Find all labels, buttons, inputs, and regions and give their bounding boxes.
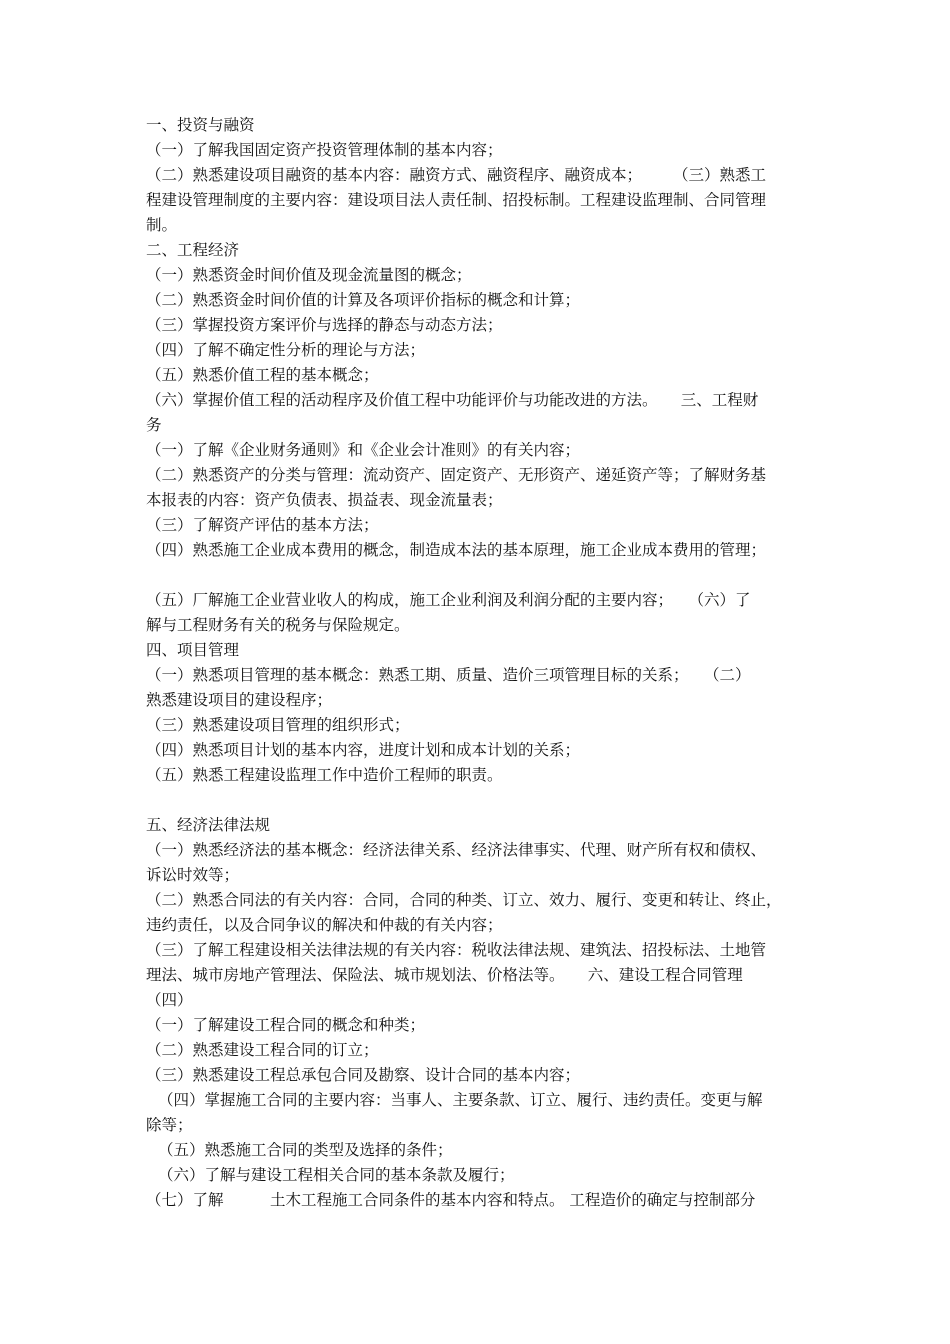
section-heading-1: 一、投资与融资: [146, 116, 255, 134]
text-line: （四）: [146, 991, 193, 1009]
text-line: （四）熟悉施工企业成本费用的概念，制造成本法的基本原理，施工企业成本费用的管理；: [146, 541, 767, 559]
text-line: （五）熟悉价值工程的基本概念；: [146, 366, 379, 384]
text-line: （一）了解《企业财务通则》和《企业会计准则》的有关内容；: [146, 441, 581, 459]
text-line: （六）掌握价值工程的活动程序及价值工程中功能评价与功能改进的方法。 三、工程财: [146, 391, 759, 409]
text-line: 违约责任，以及合同争议的解决和仲裁的有关内容；: [146, 916, 503, 934]
text-line: 制。: [146, 216, 178, 234]
text-line: （二）熟悉合同法的有关内容：合同，合同的种类、订立、效力、履行、变更和转让、终止，: [146, 891, 782, 909]
text-line: 程建设管理制度的主要内容：建设项目法人责任制、招投标制。工程建设监理制、合同管理: [146, 191, 767, 209]
text-line: （一）熟悉资金时间价值及现金流量图的概念；: [146, 266, 472, 284]
blank-line: [146, 563, 810, 588]
text-line: （三）了解工程建设相关法律法规的有关内容：税收法律法规、建筑法、招投标法、土地管: [146, 941, 767, 959]
text-line: （四）了解不确定性分析的理论与方法；: [146, 341, 426, 359]
text-line: 熟悉建设项目的建设程序；: [146, 691, 333, 709]
text-line: （二）熟悉资产的分类与管理：流动资产、固定资产、无形资产、递延资产等；了解财务基: [146, 466, 767, 484]
text-line: （二）熟悉资金时间价值的计算及各项评价指标的概念和计算；: [146, 291, 581, 309]
text-line: （三）了解资产评估的基本方法；: [146, 516, 379, 534]
text-line: （六）了解与建设工程相关合同的基本条款及履行；: [158, 1166, 515, 1184]
text-line: 除等；: [146, 1116, 193, 1134]
text-line: 本报表的内容：资产负债表、损益表、现金流量表；: [146, 491, 503, 509]
text-line: （二）熟悉建设项目融资的基本内容：融资方式、融资程序、融资成本； （三）熟悉工: [146, 166, 767, 184]
text-line: （七）了解 土木工程施工合同条件的基本内容和特点。 工程造价的确定与控制部分: [146, 1191, 756, 1209]
section-heading-2: 二、工程经济: [146, 241, 240, 259]
text-line: （三）掌握投资方案评价与选择的静态与动态方法；: [146, 316, 503, 334]
section-heading-4: 四、项目管理: [146, 641, 240, 659]
text-line: （三）熟悉建设工程总承包合同及勘察、设计合同的基本内容；: [146, 1066, 581, 1084]
text-line: 务: [146, 416, 162, 434]
section-heading-5: 五、经济法律法规: [146, 816, 271, 834]
text-line: 诉讼时效等；: [146, 866, 240, 884]
text-line: 理法、城市房地产管理法、保险法、城市规划法、价格法等。 六、建设工程合同管理: [146, 966, 743, 984]
text-line: （一）熟悉经济法的基本概念：经济法律关系、经济法律事实、代理、财产所有权和债权、: [146, 841, 767, 859]
text-line: （五）熟悉工程建设监理工作中造价工程师的职责。: [146, 766, 503, 784]
blank-line: [146, 788, 810, 813]
text-line: 解与工程财务有关的税务与保险规定。: [146, 616, 410, 634]
text-line: （四）熟悉项目计划的基本内容，进度计划和成本计划的关系；: [146, 741, 581, 759]
document-body: [146, 113, 810, 1213]
text-line: （四）掌握施工合同的主要内容：当事人、主要条款、订立、履行、违约责任。变更与解: [158, 1091, 763, 1109]
text-line: （一）了解我国固定资产投资管理体制的基本内容；: [146, 141, 503, 159]
text-line: （一）熟悉项目管理的基本概念：熟悉工期、质量、造价三项管理目标的关系； （二）: [146, 666, 751, 684]
text-line: （五）厂解施工企业营业收人的构成，施工企业利润及利润分配的主要内容； （六）了: [146, 591, 751, 609]
text-line: （一）了解建设工程合同的概念和种类；: [146, 1016, 426, 1034]
text-line: （二）熟悉建设工程合同的订立；: [146, 1041, 379, 1059]
text-line: （三）熟悉建设项目管理的组织形式；: [146, 716, 410, 734]
text-line: （五）熟悉施工合同的类型及选择的条件；: [158, 1141, 453, 1159]
